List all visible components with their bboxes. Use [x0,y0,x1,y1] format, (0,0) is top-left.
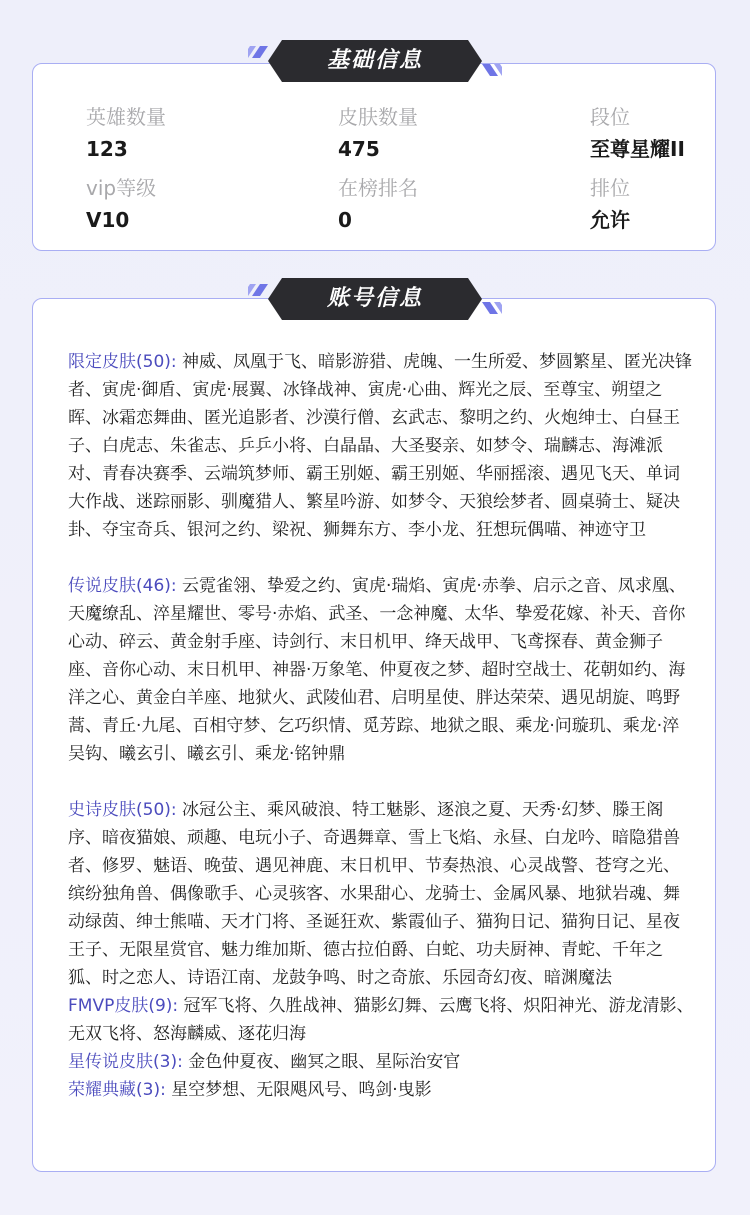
stat-ranked-allowed [590,175,630,233]
stat-value: 至尊星耀II [590,137,685,161]
skin-category-label: 限定皮肤(50): [68,352,177,372]
stat-label: 英雄数量 [86,105,166,129]
skin-section-fmvp [68,992,694,1048]
skin-category-label: FMVP皮肤(9): [68,996,179,1016]
stat-value: 123 [86,137,128,161]
stat-value: 0 [338,208,352,232]
skin-category-items: 冰冠公主、乘风破浪、特工魅影、逐浪之夏、天秀·幻梦、滕王阁序、暗夜猫娘、顽趣、电玩小子、奇遇舞章、雪上飞焰、永昼、白龙吟、暗隐猎兽者、修罗、魅语、晚萤、遇见神鹿、末日机甲、节奏热浪、心灵战警、苍穹之光、缤纷独角兽、偶像歌手、心灵骇客、水果甜心、龙骑士、金属风暴、地狱岩魂、舞动绿茵、绅士熊喵、天才门将、圣诞狂欢、紫霞仙子、猫狗日记、猫狗日记、星夜王子、无限星赏官、魅力维加斯、德古拉伯爵、白蛇、功夫厨神、青蛇、千年之狐、时之恋人、诗语江南、龙鼓争鸣、时之奇旅、乐园奇幻夜、暗渊魔法 [68,800,680,988]
skin-category-items: 金色仲夏夜、幽冥之眼、星际治安官 [188,1052,461,1072]
stat-label: vip等级 [86,176,157,200]
account-info-title: 账号信息 [326,286,423,311]
skin-section-collection [68,1076,694,1104]
stat-label: 排位 [590,176,630,200]
skin-category-label: 传说皮肤(46): [68,576,177,596]
skin-section-star-legend [68,1048,694,1076]
skin-list [68,348,694,1104]
stat-leaderboard-rank [338,175,418,233]
stat-label: 在榜排名 [338,176,418,200]
skin-section-legend [68,572,694,768]
stat-vip-level [86,175,156,233]
basic-info-banner [248,38,502,84]
stat-rank-tier [590,104,685,162]
skin-category-label: 史诗皮肤(50): [68,800,177,820]
skin-category-items: 星空梦想、无限飓风号、鸣剑·曳影 [171,1080,432,1100]
skin-category-label: 星传说皮肤(3): [68,1052,183,1072]
stat-value: 475 [338,137,380,161]
skin-category-items: 云霓雀翎、挚爱之约、寅虎·瑞焰、寅虎·赤拳、启示之音、凤求凰、天魔缭乱、淬星耀世、零号·赤焰、武圣、一念神魔、太华、挚爱花嫁、补天、音你心动、碎云、黄金射手座、诗剑行、末日机甲、绛天战甲、飞鸢探春、黄金狮子座、音你心动、末日机甲、神器·万象笔、仲夏夜之梦、超时空战士、花朝如约、海洋之心、黄金白羊座、地狱火、武陵仙君、启明星使、胖达荣荣、遇见胡旋、鸣野蒿、青丘·九尾、百相守梦、乞巧织情、觅芳踪、地狱之眼、乘龙·问璇玑、乘龙·淬吴钩、曦玄引、曦玄引、乘龙·铭钟鼎 [68,576,686,764]
stat-label: 段位 [590,105,630,129]
skin-category-items: 冠军飞将、久胜战神、猫影幻舞、云鹰飞将、炽阳神光、游龙清影、无双飞将、怒海麟威、逐花归海 [68,996,694,1044]
stat-value: V10 [86,208,130,232]
basic-info-title: 基础信息 [326,48,423,73]
stat-hero-count [86,104,166,162]
stat-label: 皮肤数量 [338,105,418,129]
skin-category-label: 荣耀典藏(3): [68,1080,166,1100]
account-info-banner [248,276,502,322]
skin-category-items: 神威、凤凰于飞、暗影游猎、虎魄、一生所爱、梦圆繁星、匿光决锋者、寅虎·御盾、寅虎·展翼、冰锋战神、寅虎·心曲、辉光之辰、至尊宝、朔望之晖、冰霜恋舞曲、匿光追影者、沙漠行僧、玄武志、黎明之约、火炮绅士、白昼王子、白虎志、朱雀志、乒乒小将、白晶晶、大圣娶亲、如梦令、瑞麟志、海滩派对、青春决赛季、云端筑梦师、霸王别姬、霸王别姬、华丽摇滚、遇见飞天、单词大作战、迷踪丽影、驯魔猎人、繁星吟游、如梦令、天狼绘梦者、圆桌骑士、疑决卦、夺宝奇兵、银河之约、梁祝、狮舞东方、李小龙、狂想玩偶喵、神迹守卫 [68,352,693,540]
skin-section-epic [68,796,694,992]
skin-section-limited [68,348,694,544]
stat-skin-count [338,104,418,162]
stat-value: 允许 [590,208,630,232]
